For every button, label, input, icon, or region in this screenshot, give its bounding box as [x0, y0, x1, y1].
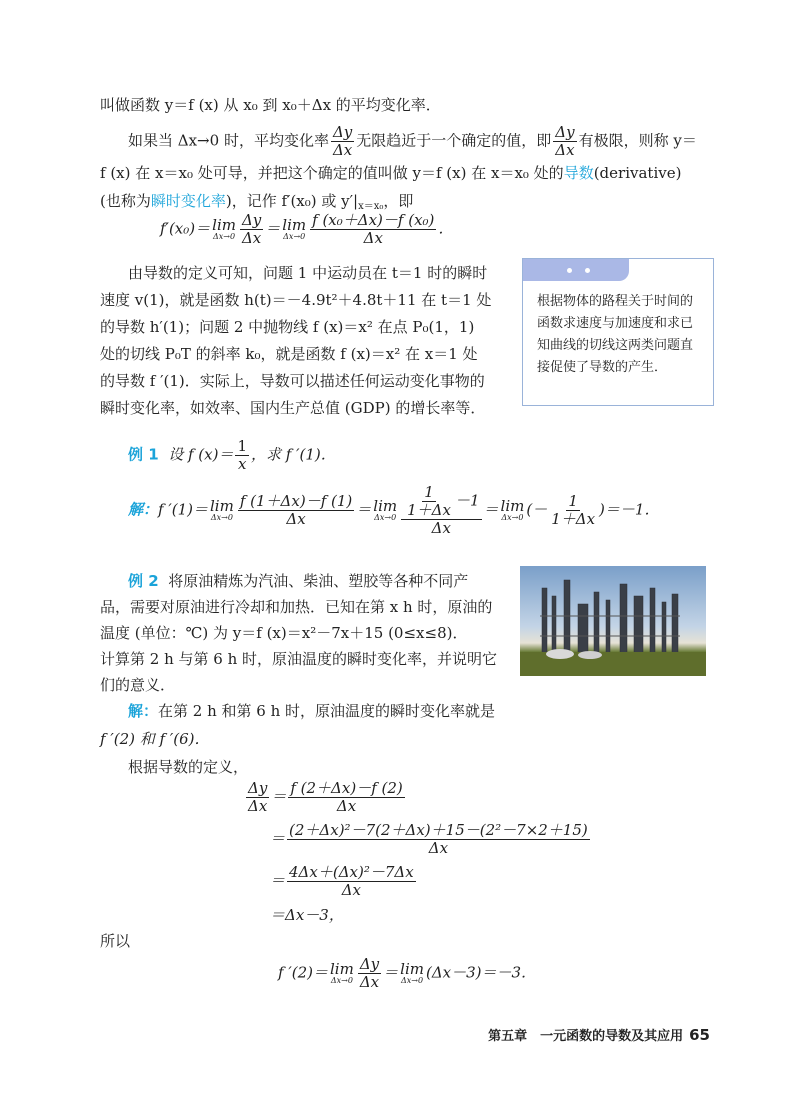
text-line [128, 124, 697, 159]
refinery-photo [520, 566, 706, 676]
text-line: 温度 (单位：℃) 为 y＝f (x)＝x²－7x＋15 (0≤x≤8)． [100, 624, 468, 642]
side-note [522, 258, 714, 406]
limit: lim Δx→0 [329, 959, 354, 985]
final-formula: f ′(2)＝ lim Δx→0 $\frac{\Delta y}{\Delta x}$ ＝ lim Δx→0 (Δx－3)＝－3． [278, 955, 537, 991]
note-text: 根据物体的路程关于时间的函数求速度与加速度和求已知曲线的切线这两类问题直接促使了导数的产生． [537, 294, 694, 375]
text-line: 根据导数的定义， [128, 758, 249, 776]
text-segment: )，记作 f′(x₀) 或 y′| [225, 192, 359, 210]
fraction: $\frac{1}{1+\Delta x}$ [551, 492, 596, 528]
derivation-step-1: $\frac{\Delta y}{\Delta x}$ ＝ $\frac{f (2+\Delta x)-f (2)}{\Delta x}$ [248, 779, 403, 815]
text-line: 由导数的定义可知，问题 1 中运动员在 t＝1 时的瞬时 [128, 264, 488, 282]
text-segment: (也称为 [100, 192, 151, 210]
text-line: 们的意义． [100, 676, 176, 694]
definition-formula: f′(x₀)＝ lim Δx→0 $\frac{\Delta y}{\Delta x}$ ＝ lim Δx→0 $\frac{\text{f (x₀＋Δx)－f (x₀)}}{\Delta x}$ ． [160, 211, 454, 247]
text-line: 叫做函数 y＝f (x) 从 x₀ 到 x₀＋Δx 的平均变化率． [100, 96, 441, 114]
keyword-derivative: 导数 [563, 164, 594, 182]
text-line: 处的切线 P₀T 的斜率 k₀，就是函数 f (x)＝x² 在 x＝1 处 [100, 345, 478, 363]
text-segment: ，即 [383, 192, 414, 210]
limit: lim Δx→0 [400, 959, 424, 985]
fraction [331, 124, 354, 159]
page-footer [470, 1025, 710, 1044]
page-number: 65 [689, 1026, 710, 1044]
formula-lhs: f′(x₀)＝ [160, 219, 211, 238]
limit: lim Δx→0 [282, 215, 307, 241]
text-line: 所以 [100, 932, 131, 950]
example-label: 例 1 [128, 445, 159, 464]
text-line: 计算第 2 h 与第 6 h 时，原油温度的瞬时变化率，并说明它 [100, 650, 498, 668]
fraction: $\frac{\Delta y}{\Delta x}$ [241, 211, 262, 247]
limit: lim Δx→0 [210, 496, 234, 522]
derivation-step-4: ＝Δx－3， [270, 906, 344, 924]
limit: lim Δx→0 [500, 496, 525, 522]
text-line: 速度 v(1)，就是函数 h(t)＝－4.9t²＋4.8t＋11 在 t＝1 处 [100, 291, 492, 309]
fraction: $\frac{1}{1+\Delta x}$ －1 Δx [401, 484, 481, 537]
subscript: x＝x₀ [358, 201, 384, 212]
fraction: $\frac{1}{x}$ [237, 437, 248, 473]
fraction: $\frac{\text{f (x₀＋Δx)－f (x₀)}}{\Delta x}$ [312, 211, 435, 247]
text-segment: 如果当 Δx→0 时，平均变化率 [128, 131, 329, 150]
refinery-icon [520, 566, 706, 676]
text-line [100, 162, 681, 183]
text-line: 瞬时变化率，如效率、国内生产总值 (GDP) 的增长率等． [100, 399, 486, 417]
solution-label: 解： [128, 702, 159, 720]
text-line: f ′(2) 和 f ′(6)． [100, 730, 210, 748]
fraction: $\frac{f (1+\Delta x)-f (1)}{\Delta x}$ [239, 492, 353, 528]
text-segment: 无限趋近于一个确定的值，即 [356, 131, 552, 150]
example-1-solution: 解：f ′(1)＝ lim Δx→0 $\frac{f (1+\Delta x)-f (1)}{\Delta x}$ ＝ lim Δx→0 $\frac{1}{1+\Delta x}$ －1 Δx ＝ lim Δx→0 (－ $\frac{1}{1+\Delta x}$ )＝－1． [128, 483, 660, 537]
text-segment: (derivative) [593, 164, 682, 182]
solution-label: 解： [128, 500, 159, 519]
fraction [553, 124, 576, 159]
text-line [100, 190, 413, 212]
text-line: 的导数 h′(1)；问题 2 中抛物线 f (x)＝x² 在点 P₀(1，1) [100, 318, 475, 336]
chapter-title: 第五章 一元函数的导数及其应用 [488, 1029, 684, 1044]
dot-icon [567, 268, 572, 273]
text-segment: 有极限，则称 y＝ [578, 131, 697, 150]
example-label: 例 2 [128, 572, 159, 590]
text-line: 品，需要对原油进行冷却和加热．已知在第 x h 时，原油的 [100, 598, 493, 616]
keyword-instantaneous-rate: 瞬时变化率 [150, 192, 226, 210]
limit: lim Δx→0 [373, 496, 398, 522]
example-1-question: 例 1 设 f (x)＝ $\frac{1}{x}$ ，求 f ′(1)． [128, 437, 336, 473]
derivation-step-2: ＝ $\frac{\text{(2＋Δx)²－7(2＋Δx)＋15－(2²－7×2＋15)}}{\Delta x}$ [270, 821, 588, 857]
dot-icon [585, 268, 590, 273]
example-2-line: 例 2 将原油精炼为汽油、柴油、塑胶等各种不同产 [128, 572, 469, 590]
numerator: Δy [332, 123, 353, 141]
denominator: Δx [332, 141, 353, 159]
text-segment: f (x) 在 x＝x₀ 处可导，并把这个确定的值叫做 y＝f (x) 在 x＝x₀ 处的 [100, 164, 564, 182]
denominator: Δx [555, 141, 575, 159]
text-line: 的导数 f ′(1)．实际上，导数可以描述任何运动变化事物的 [100, 372, 485, 390]
numerator: Δy [555, 123, 575, 141]
limit: lim Δx→0 [212, 215, 236, 241]
note-tab [523, 259, 629, 281]
solution-line: 解：在第 2 h 和第 6 h 时，原油温度的瞬时变化率就是 [128, 702, 496, 720]
derivation-step-3: ＝ $\frac{\text{4Δx＋(Δx)²－7Δx}}{\Delta x}$ [270, 863, 414, 899]
